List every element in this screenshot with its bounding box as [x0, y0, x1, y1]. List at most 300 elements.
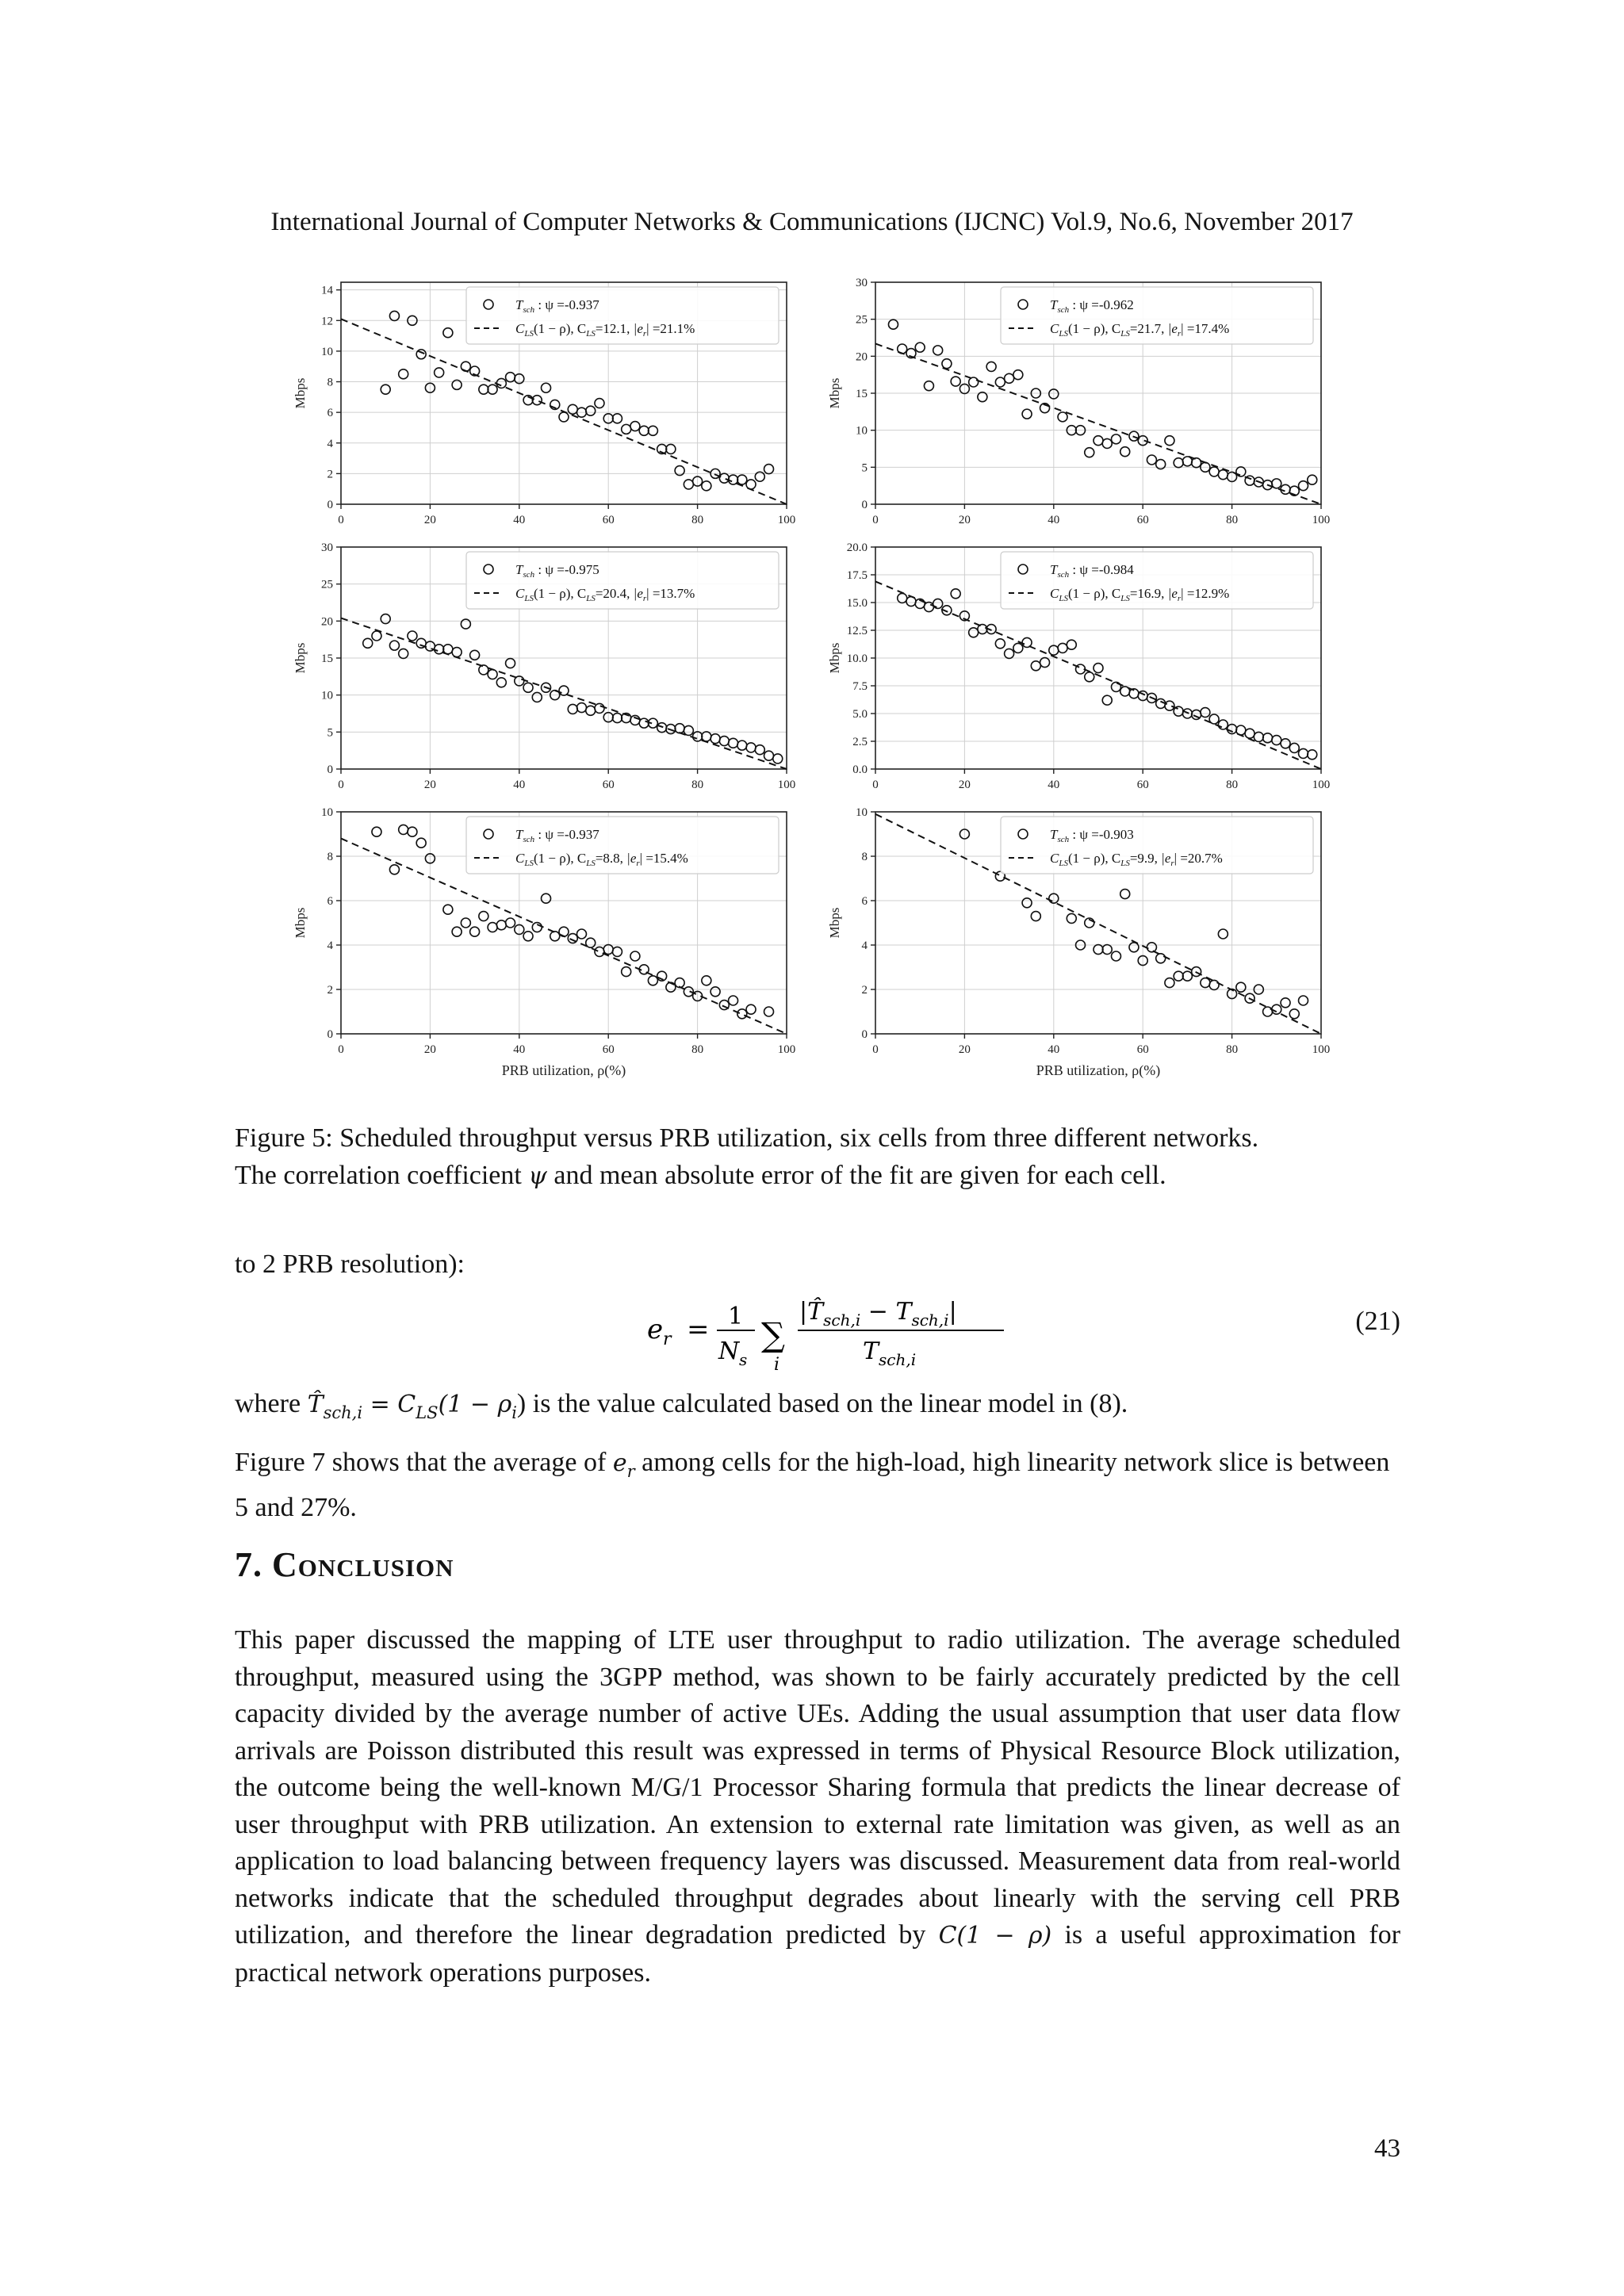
- eq-num: [799, 1298, 957, 1330]
- legend-err-value: =21.1%: [649, 321, 695, 336]
- subplot-content: [827, 806, 1330, 1079]
- y-tick-label: 2: [861, 984, 868, 997]
- data-point: [764, 751, 774, 760]
- data-point: [1129, 943, 1139, 952]
- data-point: [737, 475, 747, 484]
- data-point: [719, 737, 729, 746]
- legend-t-sub: sch: [1057, 835, 1070, 844]
- legend-err-value: =13.7%: [649, 586, 695, 601]
- data-point: [702, 481, 711, 491]
- data-point: [435, 645, 444, 654]
- data-point: [1147, 943, 1156, 952]
- x-tick-label: 60: [602, 1043, 615, 1056]
- x-tick-label: 100: [777, 514, 796, 526]
- legend-c: C: [1050, 851, 1059, 866]
- x-tick-label: 100: [1312, 779, 1331, 791]
- y-tick-label: 2: [327, 984, 333, 997]
- data-point: [729, 996, 738, 1005]
- subplot-content: [827, 277, 1330, 526]
- data-point: [1120, 687, 1130, 696]
- data-point: [1218, 470, 1228, 480]
- data-point: [550, 932, 560, 941]
- data-point: [1165, 436, 1174, 446]
- legend-err: |e: [633, 586, 643, 601]
- data-point: [622, 967, 631, 977]
- eq-num-sub1: sch,i: [823, 1311, 861, 1330]
- y-tick-label: 6: [327, 895, 333, 908]
- y-tick-label: 4: [861, 939, 868, 952]
- data-point: [1165, 978, 1174, 988]
- eq-num-end: |: [948, 1298, 957, 1326]
- data-point: [906, 597, 916, 607]
- data-point: [506, 918, 515, 928]
- data-point: [576, 703, 586, 713]
- subplot-2: [820, 273, 1343, 526]
- data-point: [729, 738, 738, 748]
- data-point: [630, 715, 640, 725]
- x-tick-label: 20: [423, 514, 436, 526]
- data-point: [1245, 476, 1254, 485]
- data-point: [1209, 714, 1219, 724]
- y-tick-label: 15.0: [846, 597, 868, 610]
- y-tick-label: 14: [321, 284, 333, 297]
- legend-c: C: [515, 321, 525, 336]
- legend-err-value: =17.4%: [1183, 321, 1230, 336]
- legend-t: T: [1050, 562, 1058, 577]
- data-point: [452, 927, 462, 936]
- x-tick-label: 20: [958, 779, 971, 791]
- data-point: [496, 378, 506, 388]
- data-point: [898, 344, 907, 354]
- where-text: [235, 1389, 1128, 1422]
- data-point: [381, 614, 390, 624]
- data-point: [443, 328, 453, 338]
- y-tick-label: 30: [856, 277, 868, 289]
- data-point: [1308, 475, 1317, 484]
- x-tick-label: 0: [872, 1043, 879, 1056]
- legend-err: |e: [633, 321, 643, 336]
- data-point: [443, 905, 453, 914]
- fit-line: [341, 618, 787, 769]
- legend-model: (1 − ρ), C: [1067, 321, 1121, 336]
- data-point: [389, 641, 399, 650]
- data-point: [639, 718, 649, 728]
- data-point: [1022, 898, 1032, 908]
- y-tick-label: 0.0: [852, 763, 868, 776]
- data-point: [1102, 438, 1112, 448]
- y-tick-label: 0: [861, 1028, 868, 1041]
- data-point: [737, 740, 747, 750]
- data-point: [1111, 951, 1120, 961]
- data-point: [523, 683, 533, 692]
- legend-psi: : ψ =-0.903: [1069, 827, 1134, 842]
- data-point: [710, 987, 720, 997]
- data-point: [1067, 913, 1076, 923]
- data-point: [408, 631, 417, 641]
- data-point: [496, 920, 506, 930]
- data-point: [1182, 971, 1192, 981]
- where-rho-sub: i: [511, 1402, 517, 1422]
- y-tick-label: 20.0: [846, 541, 868, 554]
- data-point: [399, 649, 408, 658]
- data-point: [496, 678, 506, 687]
- data-point: [898, 593, 907, 603]
- x-tick-label: 40: [1048, 779, 1060, 791]
- x-axis-label: PRB utilization, ρ(%): [501, 1062, 626, 1078]
- data-point: [576, 929, 586, 939]
- data-point: [461, 362, 470, 371]
- data-point: [1174, 971, 1183, 981]
- data-point: [1165, 701, 1174, 710]
- y-tick-label: 2: [327, 468, 333, 481]
- data-point: [630, 422, 640, 431]
- legend-err-value: =20.7%: [1177, 851, 1223, 866]
- legend-t-sub: sch: [523, 570, 535, 580]
- legend-model: (1 − ρ), C: [1067, 851, 1121, 866]
- legend-entry-fit: [515, 321, 695, 339]
- data-point: [559, 412, 569, 422]
- data-point: [1031, 661, 1040, 671]
- caption-line-2b: and mean absolute error of the fit are given for each cell.: [546, 1161, 1166, 1190]
- legend-entry-fit: [1050, 586, 1229, 603]
- data-point: [479, 385, 488, 394]
- subplot-3-svg: [285, 538, 809, 791]
- data-point: [1085, 448, 1094, 457]
- legend-err-bar: |: [1174, 851, 1178, 866]
- data-point: [1005, 373, 1014, 383]
- x-tick-label: 20: [423, 779, 436, 791]
- x-tick-label: 80: [691, 779, 704, 791]
- data-point: [1013, 370, 1023, 380]
- data-point: [1005, 649, 1014, 658]
- legend-t-sub: sch: [1057, 305, 1070, 315]
- where-eq: = C: [362, 1391, 416, 1418]
- x-tick-label: 100: [777, 1043, 796, 1056]
- legend-t-sub: sch: [523, 835, 535, 844]
- data-point: [1120, 447, 1130, 457]
- y-tick-label: 8: [327, 376, 333, 389]
- data-point: [506, 373, 515, 382]
- data-point: [648, 976, 657, 985]
- data-point: [612, 414, 622, 423]
- data-point: [506, 659, 515, 668]
- y-tick-label: 25: [321, 578, 333, 591]
- y-tick-label: 5: [327, 726, 333, 740]
- eq-num-a: |T̂: [799, 1298, 824, 1326]
- legend-err-sub: r: [1170, 859, 1174, 868]
- y-tick-label: 0: [861, 499, 868, 511]
- data-point: [389, 311, 399, 320]
- x-tick-label: 40: [513, 1043, 526, 1056]
- y-tick-label: 12: [321, 315, 333, 328]
- figure-caption: [235, 1119, 1400, 1195]
- x-tick-label: 0: [872, 514, 879, 526]
- x-tick-label: 60: [1136, 514, 1149, 526]
- eq-sum-sub: i: [774, 1355, 780, 1375]
- data-point: [399, 369, 408, 379]
- y-tick-label: 0: [327, 499, 333, 511]
- data-point: [1263, 1007, 1273, 1016]
- data-point: [363, 638, 373, 648]
- y-tick-label: 17.5: [846, 569, 868, 582]
- y-tick-label: 8: [327, 851, 333, 863]
- subplot-5-svg: [285, 802, 809, 1080]
- y-axis-label: Mbps: [293, 377, 308, 409]
- x-axis-label: PRB utilization, ρ(%): [1036, 1062, 1161, 1078]
- data-point: [1245, 729, 1254, 738]
- y-axis-label: Mbps: [293, 642, 308, 674]
- data-point: [1058, 412, 1067, 422]
- legend-entry-fit: [515, 851, 688, 868]
- y-tick-label: 0: [327, 763, 333, 776]
- data-point: [1094, 436, 1103, 446]
- eq-sum: ∑: [761, 1315, 785, 1354]
- data-point: [488, 923, 497, 932]
- data-point: [1201, 978, 1210, 988]
- data-point: [1192, 710, 1201, 719]
- equation-number: (21): [1355, 1307, 1400, 1336]
- data-point: [1094, 945, 1103, 955]
- y-axis-label: Mbps: [827, 642, 842, 674]
- y-tick-label: 4: [327, 437, 333, 450]
- x-tick-label: 20: [958, 514, 971, 526]
- data-point: [559, 927, 569, 936]
- data-point: [1102, 695, 1112, 705]
- data-point: [746, 743, 756, 752]
- x-tick-label: 0: [338, 779, 344, 791]
- subplot-1: [285, 273, 809, 526]
- y-tick-label: 10: [321, 806, 333, 819]
- legend-model: (1 − ρ), C: [533, 851, 587, 866]
- fig7-er-sub: r: [626, 1461, 635, 1481]
- subplot-content: [293, 541, 795, 791]
- data-point: [666, 444, 676, 453]
- eq-lhs-sub: r: [663, 1330, 672, 1349]
- data-point: [1013, 643, 1023, 652]
- data-point: [416, 638, 426, 648]
- data-point: [622, 424, 631, 434]
- data-point: [1236, 982, 1246, 992]
- data-point: [1040, 658, 1050, 668]
- legend-psi: : ψ =-0.937: [534, 827, 599, 842]
- legend-c: C: [1050, 321, 1059, 336]
- subplot-6-svg: [820, 802, 1343, 1080]
- legend-c-sub-2: LS: [586, 594, 596, 603]
- x-tick-label: 80: [1226, 779, 1239, 791]
- x-tick-label: 80: [691, 514, 704, 526]
- conclusion-body: This paper discussed the mapping of LTE user throughput to radio utilization. The average scheduled throughput, measured using the 3GPP method, was shown to be fairly accurately predicted by the cell capacity divided by the average number of active UEs. Adding the usual assumption that user data flow arrivals are Poisson distributed this result was expressed in terms of Physical Resource Block utilization, the outcome being the well-known M/G/1 Processor Sharing formula that predicts the linear decrease of user throughput with PRB utilization. An extension to external rate limitation was given, as well as an application to load balancing between frequency layers was discussed. Measurement data from real-world networks indicate that the scheduled throughput degrades about linearly with the serving cell PRB utilization, and therefore the linear degradation predicted by: [235, 1625, 1400, 1950]
- legend-t: T: [515, 297, 523, 312]
- x-tick-label: 0: [872, 779, 879, 791]
- data-point: [986, 362, 996, 371]
- data-point: [1218, 929, 1228, 939]
- y-tick-label: 10: [321, 345, 333, 358]
- data-point: [416, 838, 426, 848]
- data-point: [942, 359, 952, 369]
- y-axis-label: Mbps: [827, 377, 842, 409]
- data-point: [1085, 672, 1094, 682]
- data-point: [764, 1007, 774, 1016]
- data-point: [470, 927, 480, 936]
- eq-num-sub2: sch,i: [911, 1311, 949, 1330]
- data-point: [969, 628, 979, 637]
- fig7-er: e: [612, 1449, 627, 1477]
- eq-num-mid: − T: [860, 1298, 912, 1326]
- subplot-1-svg: [285, 273, 809, 526]
- data-point: [1111, 434, 1120, 444]
- data-point: [1120, 890, 1130, 899]
- where-that: T̂: [307, 1391, 324, 1418]
- legend-c-sub-2: LS: [586, 859, 596, 868]
- legend-t: T: [515, 827, 523, 842]
- y-tick-label: 12.5: [846, 625, 868, 637]
- data-point: [888, 320, 898, 329]
- legend-t-sub: sch: [1057, 570, 1070, 580]
- y-tick-label: 30: [321, 541, 333, 554]
- subplot-5: [285, 802, 809, 1080]
- data-point: [630, 951, 640, 961]
- legend-t: T: [1050, 297, 1058, 312]
- data-point: [684, 725, 693, 735]
- conclusion-paragraph: [235, 1622, 1400, 1992]
- legend-err-bar: |: [639, 851, 643, 866]
- x-tick-label: 40: [1048, 1043, 1060, 1056]
- y-tick-label: 10: [856, 424, 868, 438]
- data-point: [773, 754, 783, 763]
- data-point: [1289, 743, 1299, 752]
- data-point: [924, 381, 933, 391]
- y-tick-label: 10: [321, 689, 333, 702]
- eq-frac1-den: N: [718, 1337, 740, 1365]
- x-tick-label: 40: [1048, 514, 1060, 526]
- legend-psi: : ψ =-0.975: [534, 562, 599, 577]
- data-point: [710, 734, 720, 744]
- legend-err-sub: r: [642, 329, 647, 339]
- y-tick-label: 20: [856, 350, 868, 364]
- data-point: [1031, 912, 1040, 921]
- data-point: [639, 426, 649, 435]
- caption-line-2: [235, 1157, 1400, 1195]
- y-axis-label: Mbps: [293, 907, 308, 939]
- legend-capacity: =20.4,: [595, 586, 634, 601]
- legend-c-sub: LS: [524, 859, 534, 868]
- data-point: [1182, 457, 1192, 466]
- data-point: [1209, 980, 1219, 989]
- x-tick-label: 60: [1136, 779, 1149, 791]
- data-point: [1272, 736, 1281, 745]
- y-tick-label: 15: [856, 388, 868, 400]
- legend-c-sub: LS: [1059, 859, 1068, 868]
- legend-capacity: =9.9,: [1129, 851, 1162, 866]
- data-point: [719, 473, 729, 483]
- y-tick-label: 5.0: [852, 708, 868, 721]
- x-tick-label: 60: [602, 514, 615, 526]
- data-point: [755, 745, 764, 755]
- eq-equals: =: [687, 1314, 710, 1345]
- data-point: [729, 475, 738, 484]
- data-point: [1272, 479, 1281, 488]
- data-point: [1102, 945, 1112, 955]
- data-point: [933, 599, 943, 608]
- eq-den: [863, 1337, 916, 1369]
- data-point: [1156, 954, 1166, 963]
- x-tick-label: 100: [1312, 514, 1331, 526]
- data-point: [1299, 481, 1308, 491]
- legend-psi: : ψ =-0.962: [1069, 297, 1134, 312]
- legend-err-bar: |: [646, 321, 649, 336]
- data-point: [648, 426, 657, 435]
- where-post: ) is the value calculated based on the linear model in (8).: [516, 1389, 1128, 1418]
- legend-c: C: [1050, 586, 1059, 601]
- y-tick-label: 10: [856, 806, 868, 819]
- data-point: [612, 947, 622, 956]
- data-point: [488, 670, 497, 679]
- x-tick-label: 80: [691, 1043, 704, 1056]
- data-point: [408, 827, 417, 836]
- where-c-sub: LS: [416, 1402, 439, 1422]
- x-tick-label: 20: [958, 1043, 971, 1056]
- data-point: [586, 938, 596, 947]
- where-rest: (1 − ρ: [438, 1391, 512, 1418]
- fig7-pre: Figure 7 shows that the average of: [235, 1448, 613, 1477]
- x-tick-label: 0: [338, 1043, 344, 1056]
- data-point: [389, 865, 399, 874]
- y-tick-label: 8: [861, 851, 868, 863]
- data-point: [372, 631, 381, 641]
- data-point: [479, 665, 488, 675]
- data-point: [532, 396, 542, 405]
- y-tick-label: 6: [861, 895, 868, 908]
- x-tick-label: 80: [1226, 514, 1239, 526]
- subplot-2-svg: [820, 273, 1343, 526]
- data-point: [523, 932, 533, 941]
- legend-err-bar: |: [1181, 321, 1184, 336]
- legend-err-sub: r: [642, 594, 647, 603]
- x-tick-label: 40: [513, 779, 526, 791]
- legend-model: (1 − ρ), C: [533, 586, 587, 601]
- data-point: [568, 704, 577, 714]
- x-tick-label: 60: [1136, 1043, 1149, 1056]
- x-tick-label: 60: [602, 779, 615, 791]
- data-point: [372, 827, 381, 836]
- x-tick-label: 40: [513, 514, 526, 526]
- data-point: [568, 934, 577, 943]
- legend-err: |e: [1167, 321, 1178, 336]
- data-point: [951, 589, 960, 599]
- section-heading: 7. Conclusion: [235, 1545, 454, 1584]
- data-point: [1209, 467, 1219, 476]
- legend-err-sub: r: [1177, 329, 1182, 339]
- x-tick-label: 0: [338, 514, 344, 526]
- fig7-post: among cells for the high-load, high linearity network slice is between 5 and 27%.: [235, 1448, 1390, 1522]
- legend-c-sub: LS: [524, 329, 534, 339]
- y-tick-label: 6: [327, 407, 333, 420]
- eq-den-sub: sch,i: [879, 1350, 917, 1369]
- legend-err-value: =15.4%: [642, 851, 688, 866]
- data-point: [1094, 664, 1103, 673]
- where-that-sub: sch,i: [323, 1402, 363, 1422]
- data-point: [381, 385, 390, 394]
- data-point: [1218, 720, 1228, 729]
- subplot-3: [285, 538, 809, 791]
- data-point: [1147, 455, 1156, 465]
- lead-text: to 2 PRB resolution):: [235, 1249, 465, 1279]
- data-point: [595, 703, 604, 713]
- data-point: [951, 377, 960, 386]
- data-point: [1192, 458, 1201, 468]
- legend-err-value: =12.9%: [1183, 586, 1230, 601]
- caption-psi: ψ: [528, 1162, 547, 1190]
